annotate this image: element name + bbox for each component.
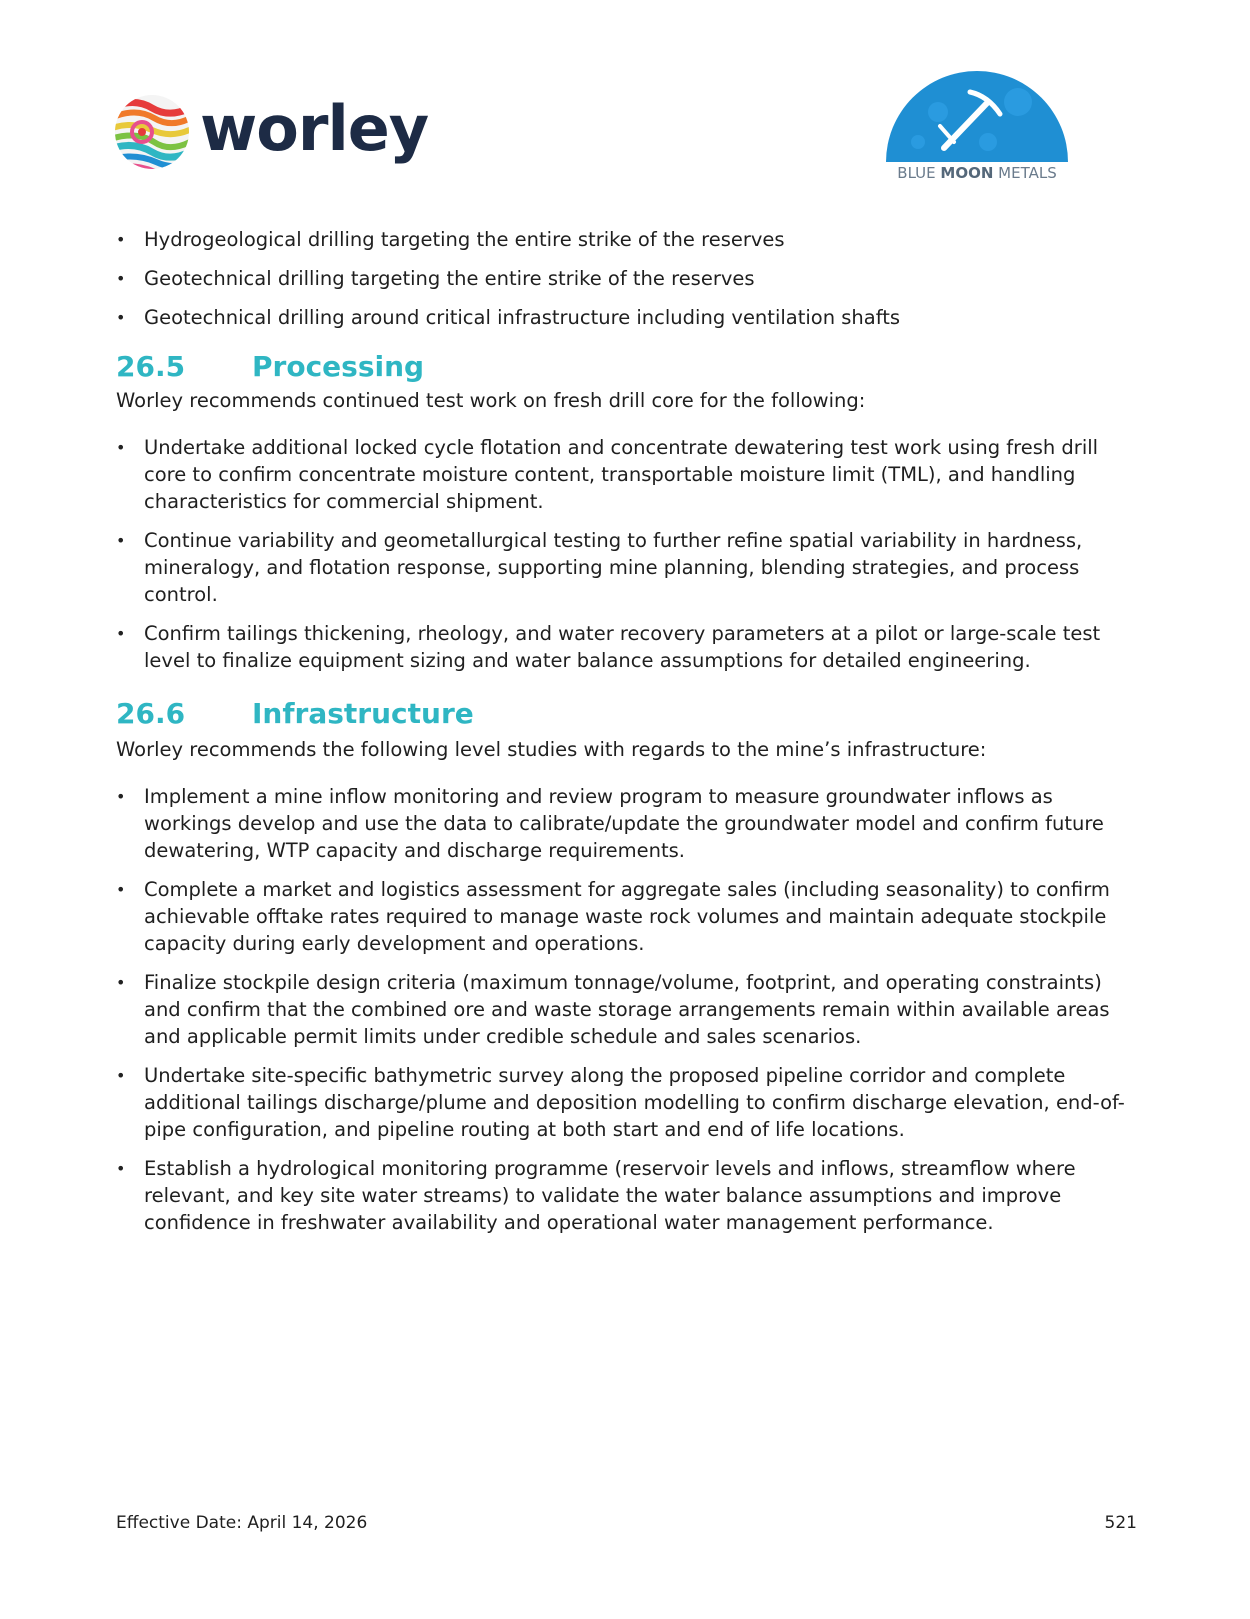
worley-wordmark: worley [200,92,429,165]
section-heading [116,349,1136,385]
worley-logo [112,92,452,172]
blue-moon-metals-wordmark [878,164,1076,182]
processing-bullet-list [116,434,1136,674]
section-title: Infrastructure [252,697,474,730]
section-processing [116,349,1136,674]
list-item: • Complete a market and logistics assessment for aggregate sales (including seasonality) to confirm achievable offtake rates required to manage waste rock volumes and maintain adequate stockpile capacity during early development and operations. [116,876,1136,957]
list-item: • Geotechnical drilling targeting the entire strike of the reserves [116,265,1136,292]
list-item: • Hydrogeological drilling targeting the entire strike of the reserves [116,226,1136,253]
section-lead: Worley recommends the following level studies with regards to the mine’s infrastructure: [116,738,987,761]
section-lead: Worley recommends continued test work on fresh drill core for the following: [116,389,866,412]
brand-bold: MOON [940,164,994,182]
list-item: • Continue variability and geometallurgical testing to further refine spatial variability in hardness, mineralogy, and flotation response, supporting mine planning, blending strategies, and process control. [116,527,1136,608]
list-item: • Implement a mine inflow monitoring and review program to measure groundwater inflows as workings develop and use the data to calibrate/update the groundwater model and confirm future dewatering, WTP capacity and discharge requirements. [116,783,1136,864]
infrastructure-bullet-list [116,783,1136,1236]
blue-moon-metals-logo [878,62,1076,192]
list-item: • Undertake site-specific bathymetric survey along the proposed pipeline corridor and complete additional tailings discharge/plume and deposition modelling to confirm discharge elevation, end-of-pipe configuration, and pipeline routing at both start and end of life locations. [116,1062,1136,1143]
footer-effective-date: Effective Date: April 14, 2026 [116,1513,368,1533]
section-number: 26.5 [116,350,186,383]
list-item: • Finalize stockpile design criteria (maximum tonnage/volume, footprint, and operating constraints) and confirm that the combined ore and waste storage arrangements remain within available areas and applicable permit limits under credible schedule and sales scenarios. [116,969,1136,1050]
section-title: Processing [252,350,425,383]
section-heading [116,696,1136,732]
worley-swirl-icon [112,92,192,172]
list-item: • Undertake additional locked cycle flotation and concentrate dewatering test work using fresh drill core to confirm concentrate moisture content, transportable moisture limit (TML), and handling characteristics for commercial shipment. [116,434,1136,515]
brand-light: BLUE [897,164,941,182]
footer-page-number: 521 [1104,1513,1137,1533]
list-item: • Confirm tailings thickening, rheology, and water recovery parameters at a pilot or large-scale test level to finalize equipment sizing and water balance assumptions for detailed engineering. [116,620,1136,674]
intro-bullet-list [116,226,1136,331]
section-infrastructure [116,696,1136,1236]
brand-tail: METALS [993,164,1057,182]
list-item: • Establish a hydrological monitoring programme (reservoir levels and inflows, streamflow where relevant, and key site water streams) to validate the water balance assumptions and improve confidence in freshwater availability and operational water management performance. [116,1155,1136,1236]
section-number: 26.6 [116,697,186,730]
list-item: • Geotechnical drilling around critical infrastructure including ventilation shafts [116,304,1136,331]
document-body [116,226,1136,1248]
moon-pickaxe-icon [878,62,1076,166]
